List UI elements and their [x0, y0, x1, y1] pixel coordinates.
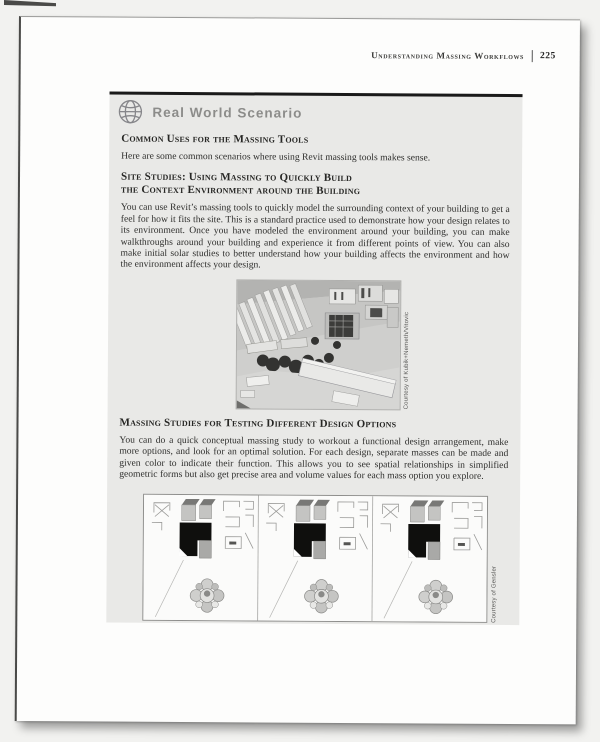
- figure1-credit: Courtesy of Kubik+Nemeth/Vitovic: [403, 311, 411, 410]
- heading-massing-studies: Massing Studies for Testing Different Design Options: [119, 416, 397, 431]
- running-title: Understanding Massing Workflows: [371, 50, 525, 62]
- page-number: 225: [539, 51, 556, 62]
- globe-icon: [117, 99, 143, 125]
- massing-model-figure: [237, 280, 510, 410]
- real-world-scenario-box: [106, 92, 522, 626]
- heading-common-uses: Common Uses for the Massing Tools: [121, 132, 309, 146]
- design-options-figure: [142, 492, 508, 623]
- header-divider: [532, 50, 533, 62]
- massing-studies-paragraph: You can do a quick conceptual massing study to workout a functional design arrangement, make more options, and look for an optimal solution. For each design, separate masses can be made and given color to indicate their function. This allows you to see spatial relationships in simplified geometric forms but also get precise area and volume values for each mass option you explore.: [119, 434, 509, 482]
- design-options-panels: [142, 494, 488, 623]
- heading-site-studies: [121, 171, 510, 199]
- figure2-credit: Courtesy of Gensler: [491, 566, 498, 624]
- site-studies-paragraph: You can use Revit’s massing tools to quickly model the surrounding context of your building to get a feel for how it fits the site. This is a standard practice used to demonstrate how your design relates to its environment. Once you have modeled the environment around your building, you can make walkthroughs around your building and experience it from different points of view. You can also make initial solar studies to better understand how your building affects the environment and how the environment affects your design.: [120, 202, 510, 271]
- book-page: [15, 16, 580, 724]
- page-header: [371, 49, 556, 62]
- heading-site-studies-line1: Site Studies: Using Massing to Quickly Build: [120, 171, 353, 185]
- massing-model-photo: [237, 280, 401, 409]
- scan-artifact: [4, 0, 56, 9]
- heading-site-studies-line2: the Context Environment around the Building: [120, 184, 361, 198]
- scenario-box-title-row: [117, 98, 510, 128]
- intro-paragraph: Here are some common scenarios where using Revit massing tools makes sense.: [121, 150, 431, 164]
- scenario-box-title: Real World Scenario: [152, 104, 303, 121]
